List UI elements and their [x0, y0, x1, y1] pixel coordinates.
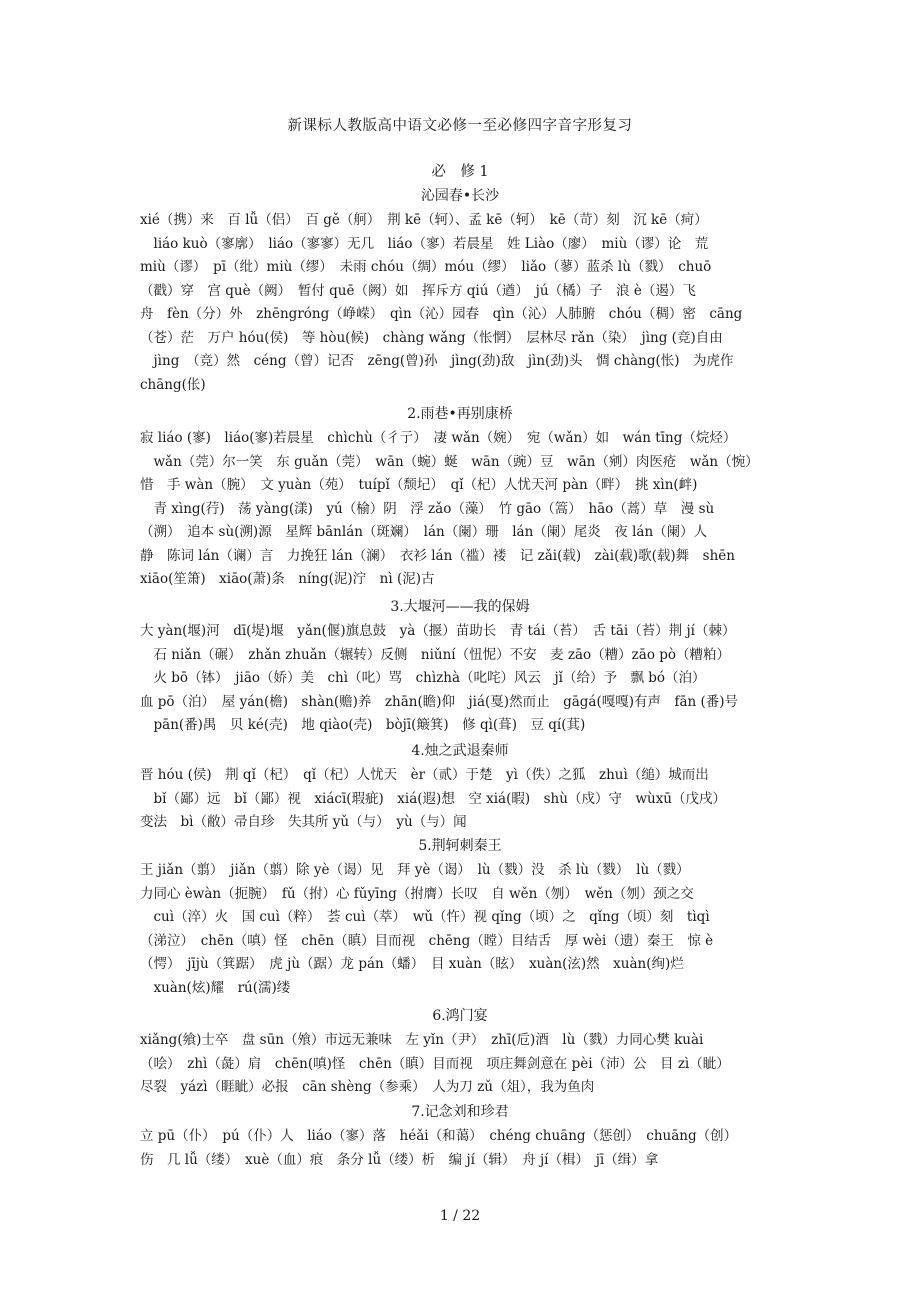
section-text-line: （哙） zhì（彘）肩 chēn(嗔)怪 chēn（瞋）目而视 项庄舞剑意在 pèi（沛）公 目 zì（眦）	[140, 1055, 730, 1072]
section-title: 7.记念刘和珍君	[411, 1104, 509, 1120]
section-text-line: liáo kuò（寥廓） liáo（寥寥）无几 liáo（寥）若晨星 姓 Liào（廖） miù（谬）论 荒	[140, 235, 709, 252]
section-text-line: xiāo(笙箫) xiāo(萧)条 níng(泥)泞 nì (泥)古	[140, 571, 435, 587]
section-text-line: （溯） 追本 sù(溯)源 星辉 bānlán（斑斓） lán（阑）珊 lán（阑）尾炎 夜 lán（阑）人	[140, 524, 708, 540]
section-title: 4.烛之武退秦师	[411, 743, 509, 759]
section-text-line: xiǎng(飨)士卒 盘 sūn（飧）市远无兼味 左 yǐn（尹） zhī(卮)酒 lù（戮）力同心樊 kuài	[140, 1032, 704, 1048]
section-text-line: miù（谬） pī（纰）miù（缪） 未雨 chóu（绸）móu（缪） liǎo（蓼）蓝杀 lù（戮） chuō	[140, 259, 712, 275]
section-text-line: 舟 fèn（分）外 zhēngróng（峥嵘） qìn（沁）园春 qìn（沁）人肺腑 chóu（稠）密 cāng	[140, 306, 743, 322]
volume-heading: 必 修 1	[431, 164, 489, 180]
section-title: 3.大堰河——我的保姆	[390, 599, 530, 615]
section-text-line: xuàn(炫)耀 rú(濡)缕	[140, 979, 291, 996]
page-number: 1 / 22	[439, 1208, 481, 1224]
section-text-line: cuì（淬）火 国 cuì（粹） 荟 cuì（萃） wǔ（忤）视 qǐng（顷）之 qǐng（顷）刻 tìqì	[140, 909, 710, 925]
section-text-line: xié（携）来 百 lǚ（侣） 百 gě（舸） 荆 kē（轲）、孟 kē（轲） kē（苛）刻 沉 kē（疴）	[140, 212, 708, 228]
section-text-line: （涕泣） chēn（嗔）怪 chēn（瞋）目而视 chēng（瞠）目结舌 厚 wèi（遗）秦王 惊 è	[140, 932, 714, 949]
section-text-line: 血 pō（泊） 屋 yán(檐) shàn(赡)养 zhān(瞻)仰 jiá(戛)然而止 gāgá(嘎嘎)有声 fān (番)号	[140, 693, 739, 710]
section-text-line: （苍）茫 万户 hóu(侯) 等 hòu(候) chàng wǎng（怅惘） 层林尽 rǎn（染） jìng (竞)自由	[140, 329, 723, 346]
section-text-line: 力同心 èwàn（扼腕） fǔ（拊）心 fǔyīng（拊膺）长叹 自 wěn（刎） wěn（刎）颈之交	[140, 885, 694, 902]
section-text-line: chāng(伥)	[140, 376, 206, 393]
section-text-line: wǎn（莞）尔一笑 东 guǎn（莞） wān（蜿）蜒 wān（豌）豆 wān（剜）肉医疮 wǎn（惋）	[140, 453, 759, 470]
section-text-line: 立 pū（仆） pú（仆）人 liáo（寥）落 héǎi（和蔼） chéng chuāng（惩创） chuāng（创）	[140, 1128, 738, 1144]
section-text-line: 惜 手 wàn（腕） 文 yuàn（苑） tuípǐ（颓圮） qǐ（杞）人忧天河 pàn（畔） 挑 xìn(衅)	[140, 477, 698, 493]
document-title: 新课标人教版高中语文必修一至必修四字音字形复习	[287, 118, 633, 134]
section-text-line: 伤 几 lǚ（缕） xuè（血）痕 条分 lǚ（缕）析 编 jí（辑） 舟 jí（楫） jī（缉）拿	[140, 1151, 659, 1168]
section-text-line: 寂 liáo (寥) liáo(寥)若晨星 chìchù（彳亍） 凄 wǎn（婉） 宛（wǎn）如 wán tīng（烷烃）	[140, 430, 737, 446]
section-text-line: bǐ（鄙）远 bǐ（鄙）视 xiácī(瑕疵) xiá(遐)想 空 xiá(暇) shù（戍）守 wùxū（戊戌）	[140, 790, 727, 807]
section-text-line: 王 jiǎn（翦） jiǎn（翦）除 yè（谒）见 拜 yè（谒） lù（戮）没 杀 lù（戮） lù（戮）	[140, 862, 690, 878]
section-title: 5.荆轲刺秦王	[418, 838, 502, 854]
section-text-line: 静 陈词 lán（谰）言 力挽狂 lán（澜） 衣衫 lán（褴）褛 记 zǎi(载) zài(载)歌(载)舞 shēn	[140, 547, 735, 564]
section-text-line: （愕） jījù（箕踞） 虎 jù（踞）龙 pán（蟠） 目 xuàn（眩） xuàn(泫)然 xuàn(绚)烂	[140, 956, 684, 972]
section-text-line: （戳）穿 宫 què（阙） 暂付 quē（阙）如 挥斥方 qiú（遒） jú（橘）子 浪 è（遏）飞	[140, 282, 696, 299]
section-title: 6.鸿门宴	[432, 1008, 488, 1024]
section-title: 沁园春•长沙	[420, 188, 500, 204]
section-text-line: pān(番)禺 贝 ké(壳) 地 qiào(壳) bòjī(簸箕) 修 qì(葺) 豆 qí(萁)	[140, 717, 586, 733]
section-text-line: 火 bō（钵） jiāo（娇）美 chì（叱）骂 chìzhà（叱咤）风云 jǐ（给）予 飘 bó（泊）	[140, 670, 706, 686]
section-text-line: 变法 bì（敝）帚自珍 失其所 yǔ（与） yù（与）闻	[140, 814, 467, 830]
section-text-line: 青 xìng(荇) 荡 yàng(漾) yú（榆）阴 浮 zǎo（藻） 竹 gāo（篙） hāo（蒿）草 漫 sù	[140, 500, 715, 517]
section-text-line: 尽裂 yázì（睚眦）必报 cān shèng（参乘） 人为刀 zǔ（俎），我为鱼肉	[140, 1079, 595, 1095]
section-title: 2.雨巷•再别康桥	[407, 406, 513, 422]
section-text-line: 石 niǎn（碾） zhǎn zhuǎn（辗转）反侧 niǔní（忸怩）不安 麦 zāo（糟）zāo pò（糟粕）	[140, 646, 731, 663]
section-text-line: jìng （竞）然 céng（曾）记否 zēng(曾)孙 jìng(劲)敌 jìn(劲)头 惆 chàng(怅) 为虎作	[140, 353, 734, 369]
section-text-line: 大 yàn(堰)河 dī(堤)堰 yǎn(偃)旗息鼓 yà（揠）苗助长 青 tái（苔） 舌 tāi（苔）荆 jí（棘）	[140, 623, 736, 639]
section-text-line: 晋 hóu (侯) 荆 qǐ（杞） qǐ（杞）人忧天 èr（贰）于楚 yì（佚）之狐 zhuì（缒）城而出	[140, 767, 709, 783]
